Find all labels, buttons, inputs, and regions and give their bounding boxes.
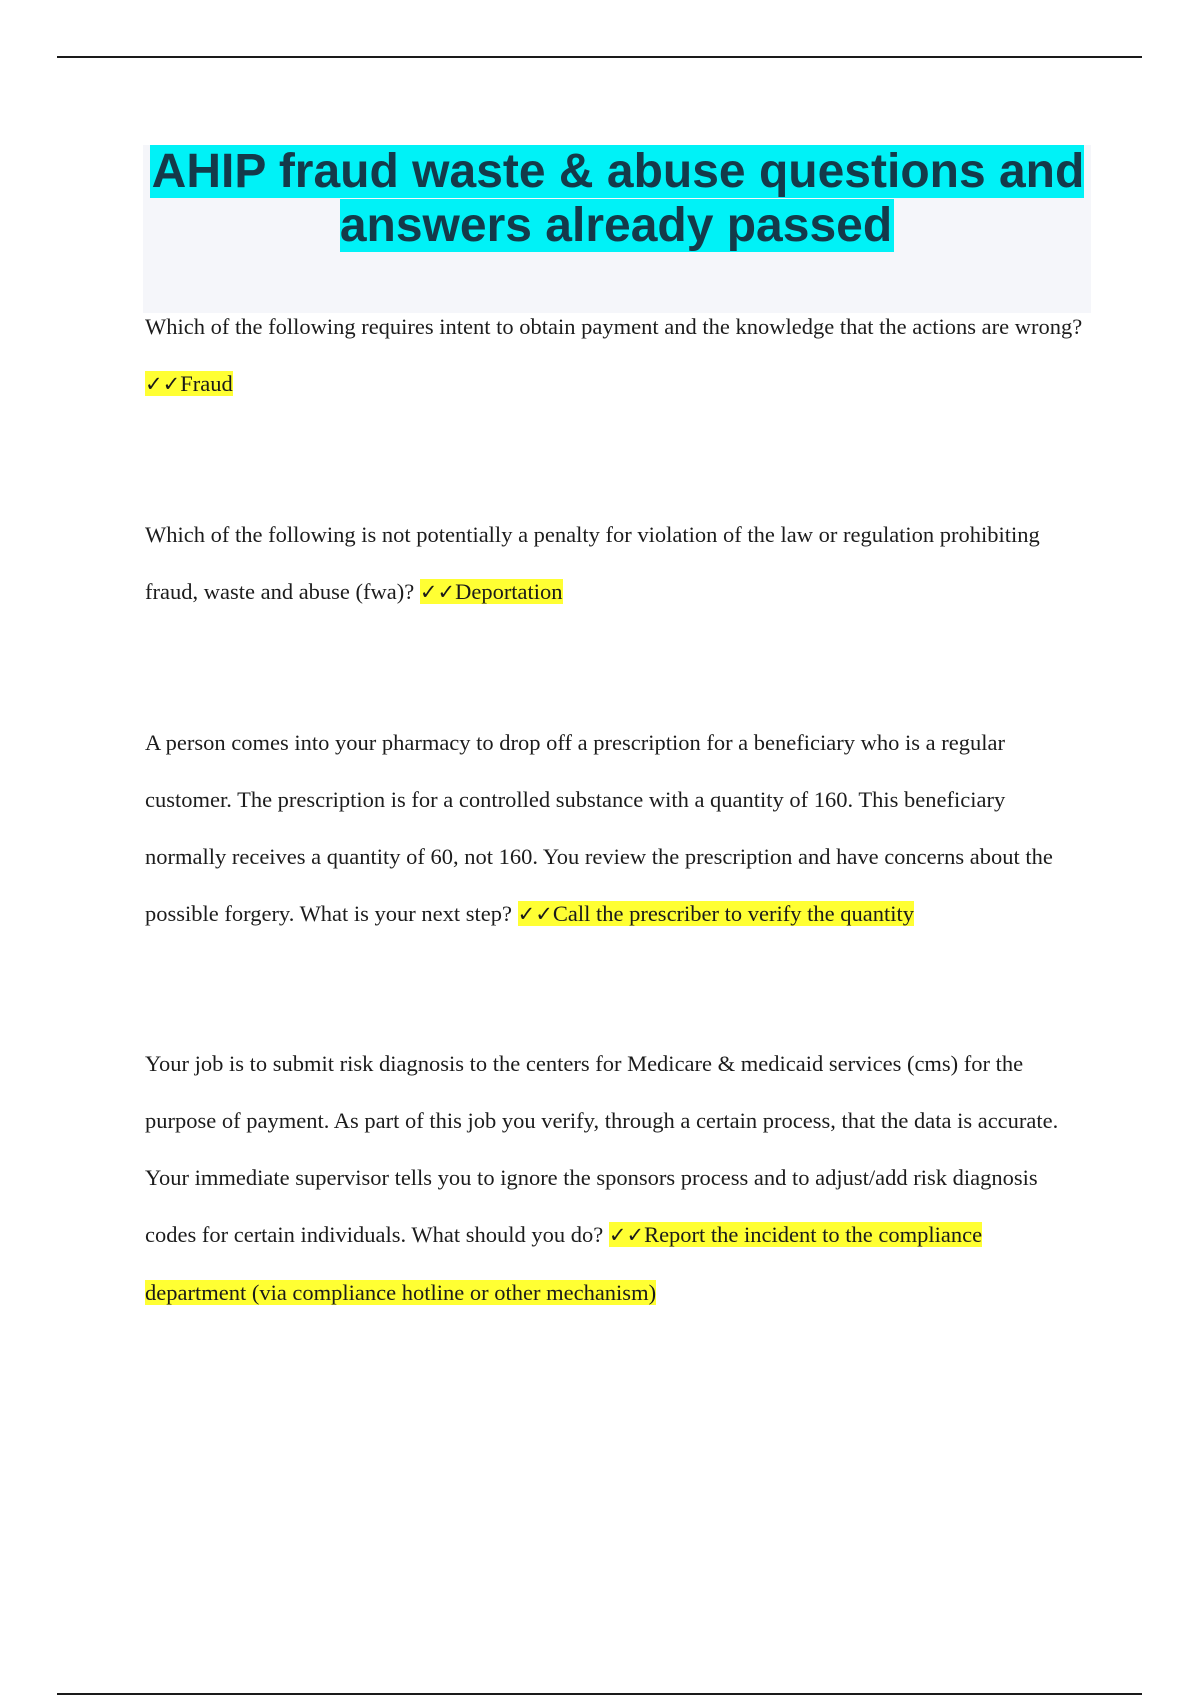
document-title-text: AHIP fraud waste & abuse questions and answers already passed: [151, 145, 1085, 252]
check-icon: ✓✓: [419, 580, 456, 604]
answer-1: [145, 371, 233, 396]
title-block: [143, 145, 1091, 313]
question-answer-3: [145, 714, 1085, 943]
question-3: A person comes into your pharmacy to drop off a prescription for a beneficiary who is a regular customer. The prescription is for a controlled substance with a quantity of 160. This beneficiary normally receives a quantity of 60, not 160. You review the prescription and have concerns about the possible forgery. What is your next step?: [145, 730, 1053, 926]
answer-1-text: Fraud: [180, 371, 233, 396]
answer-2: [420, 579, 563, 604]
top-rule: [57, 56, 1142, 58]
answer-4-text: Report the incident to the compliance department (via compliance hotline or other mechanism): [145, 1222, 983, 1305]
answer-3-text: Call the prescriber to verify the quantity: [552, 901, 914, 926]
check-icon: ✓✓: [145, 372, 181, 396]
question-2: Which of the following is not potentially a penalty for violation of the law or regulation prohibiting fraud, waste and abuse (fwa)?: [145, 522, 1040, 604]
question-1: Which of the following requires intent to obtain payment and the knowledge that the actions are wrong?: [145, 314, 1083, 339]
answer-3: [518, 901, 914, 926]
answer-2-text: Deportation: [455, 579, 563, 604]
bottom-rule: [57, 1693, 1142, 1695]
check-icon: ✓✓: [608, 1223, 645, 1247]
question-answer-1: [145, 298, 1085, 413]
document-title: [143, 145, 1091, 253]
question-4: Your job is to submit risk diagnosis to the centers for Medicare & medicaid services (cms) for the purpose of payment. As part of this job you verify, through a certain process, that the data is accurate. Your immediate supervisor tells you to ignore the sponsors process and to adjust/add risk diagnosis codes for certain individuals. What should you do?: [145, 1051, 1059, 1247]
check-icon: ✓✓: [517, 902, 553, 926]
question-answer-4: [145, 1035, 1085, 1321]
question-answer-2: [145, 506, 1085, 621]
